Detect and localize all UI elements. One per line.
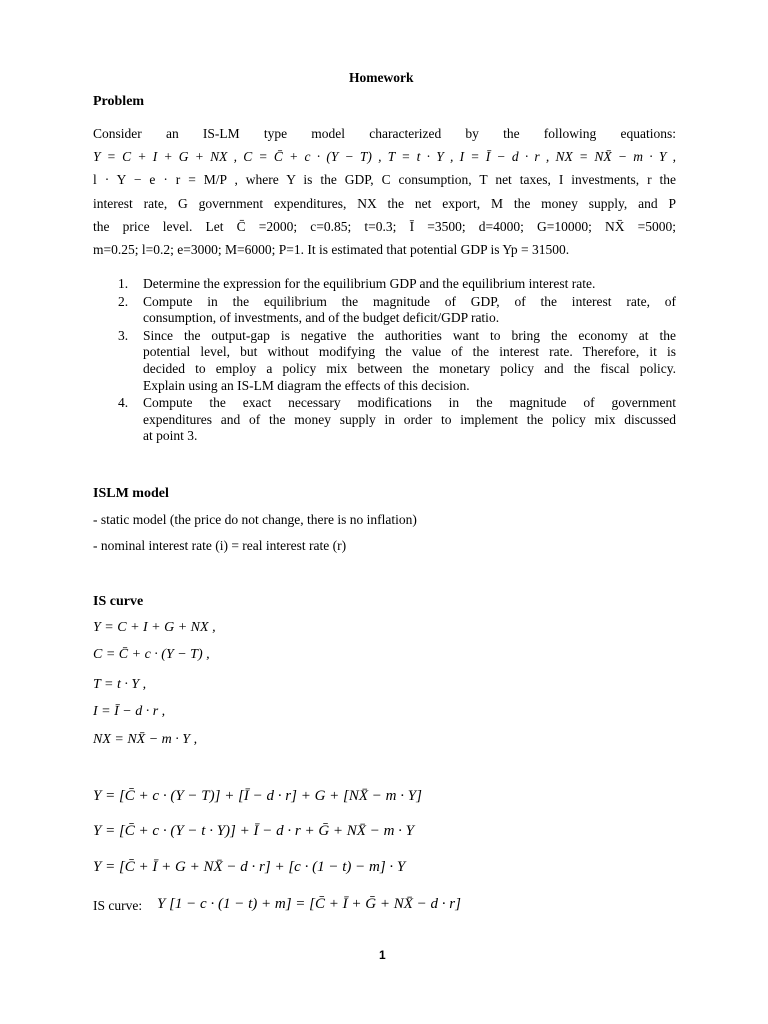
task-line: at point 3. xyxy=(143,428,198,444)
problem-line: the price level. Let C̄ =2000; c=0.85; t=0.3; Ī =3500; d=4000; G=10000; NX̄ =5000; xyxy=(93,218,676,234)
problem-statement xyxy=(93,122,676,261)
problem-line: interest rate, G government expenditures, NX the net export, M the money supply, and P xyxy=(93,195,676,211)
task-item xyxy=(118,328,676,394)
task-number: 3. xyxy=(118,327,129,343)
task-line: potential level, but without modifying the value of the interest rate. Therefore, it is xyxy=(143,344,676,360)
is-curve-equation: Y [1 − c · (1 − t) + m] = [C̄ + Ī + Ḡ + NX̄ − d · r] xyxy=(157,896,461,912)
islm-heading: ISLM model xyxy=(93,486,169,501)
task-line: Since the output-gap is negative the authorities want to bring the economy at the xyxy=(143,327,676,343)
problem-line: l · Y − e · r = M/P , where Y is the GDP, C consumption, T net taxes, I investments, r the xyxy=(93,172,676,188)
is-equation: I = Ī − d · r , xyxy=(93,704,166,719)
page-number: 1 xyxy=(379,948,386,962)
task-line: consumption, of investments, and of the budget deficit/GDP ratio. xyxy=(143,310,500,326)
problem-line: Consider an IS-LM type model characterized by the following equations: xyxy=(93,126,676,141)
task-line: Compute in the equilibrium the magnitude of GDP, of the interest rate, of xyxy=(143,293,676,309)
task-line: Determine the expression for the equilibrium GDP and the equilibrium interest rate. xyxy=(143,276,596,291)
is-equation: NX = NX̄ − m · Y , xyxy=(93,732,198,747)
task-number: 4. xyxy=(118,395,129,411)
task-number: 1. xyxy=(118,276,129,291)
task-line: decided to employ a policy mix between the monetary policy and the fiscal policy. xyxy=(143,360,676,376)
derivation-step: Y = [C̄ + c · (Y − T)] + [Ī − d · r] + G + [NX̄ − m · Y] xyxy=(93,788,422,804)
is-curve-heading: IS curve xyxy=(93,594,144,609)
task-item xyxy=(118,294,676,327)
problem-line: m=0.25; l=0.2; e=3000; M=6000; P=1. It is estimated that potential GDP is Yp = 31500. xyxy=(93,241,570,257)
problem-heading: Problem xyxy=(93,94,145,109)
problem-line: Y = C + I + G + NX , C = C̄ + c · (Y − T) , T = t · Y , I = Ī − d · r , NX = NX̄ − m · Y , xyxy=(93,149,676,165)
task-line: Explain using an IS-LM diagram the effects of this decision. xyxy=(143,377,470,393)
is-equation: C = C̄ + c · (Y − T) , xyxy=(93,647,210,662)
task-number: 2. xyxy=(118,293,129,309)
derivation-step: Y = [C̄ + Ī + G + NX̄ − d · r] + [c · (1 − t) − m] · Y xyxy=(93,859,406,875)
task-item xyxy=(118,276,676,293)
task-item xyxy=(118,395,676,445)
is-curve-label: IS curve: xyxy=(93,898,143,913)
is-equation: Y = C + I + G + NX , xyxy=(93,620,216,635)
islm-point: - nominal interest rate (i) = real interest rate (r) xyxy=(93,538,347,553)
is-equation: T = t · Y , xyxy=(93,677,147,692)
task-line: expenditures and of the money supply in order to implement the policy mix discussed xyxy=(143,411,676,427)
islm-point: - static model (the price do not change, there is no inflation) xyxy=(93,512,417,527)
page-title: Homework xyxy=(349,70,414,85)
task-list xyxy=(118,276,676,446)
derivation-step: Y = [C̄ + c · (Y − t · Y)] + Ī − d · r + Ḡ + NX̄ − m · Y xyxy=(93,823,415,839)
task-line: Compute the exact necessary modifications in the magnitude of government xyxy=(143,395,676,411)
